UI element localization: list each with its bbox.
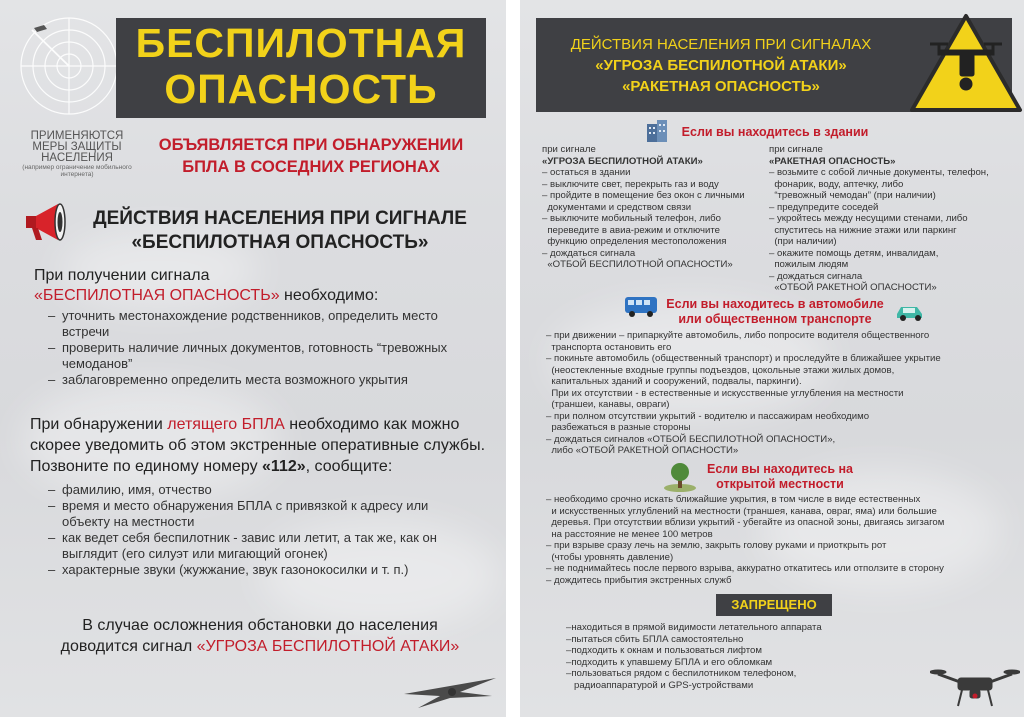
list-item: – заблаговременно определить места возможного укрытия bbox=[48, 372, 468, 388]
list-item: – фамилию, имя, отчество bbox=[48, 482, 478, 498]
drone-warning-icon bbox=[908, 10, 1024, 116]
instruction-line: (траншеи, канавы, овраги) bbox=[546, 399, 670, 410]
drone-icon bbox=[930, 664, 1020, 710]
instruction-line: – возьмите с собой личные документы, телефон, bbox=[769, 167, 989, 178]
instruction-line: – предупредите соседей bbox=[769, 201, 879, 213]
instruction-line: – выключите мобильный телефон, либо bbox=[542, 213, 722, 224]
detection-paragraph: При обнаружении летящего БПЛА необходимо как можно скорее уведомить об этом экстренные оперативные службы. Позвоните по единому номеру «112», сообщите: bbox=[30, 416, 486, 475]
left-poster bbox=[0, 0, 506, 717]
announce-text: ОБЪЯВЛЯЕТСЯ ПРИ ОБНАРУЖЕНИИ БПЛА В СОСЕДНИХ РЕГИОНАХ bbox=[158, 136, 464, 176]
instruction-line: либо «ОТБОЙ РАКЕТНОЙ ОПАСНОСТИ» bbox=[546, 445, 739, 456]
measures-note: (например ограничение мобильного интернета) bbox=[22, 164, 132, 178]
escalation-paragraph: В случае осложнения обстановки до населения доводится сигнал «УГРОЗА БЕСПИЛОТНОЙ АТАКИ» bbox=[60, 617, 460, 655]
instruction-line: транспорта остановить его bbox=[546, 341, 672, 353]
instruction-line: деревья. При отсутствии вблизи укрытий - убегайте из опасной зоны, двигаясь зигзагом bbox=[546, 517, 945, 528]
megaphone-icon bbox=[22, 198, 78, 248]
instruction-line: «ОТБОЙ РАКЕТНОЙ ОПАСНОСТИ» bbox=[769, 282, 937, 293]
tree-icon bbox=[662, 460, 698, 492]
list-item: – характерные звуки (жужжание, звук газонокосилки и т. п.) bbox=[48, 562, 478, 578]
instruction-line: – при движении – припаркуйте автомобиль, либо попросите водителя общественного bbox=[546, 330, 930, 341]
instruction-line: –пытаться сбить БПЛА самостоятельно bbox=[566, 633, 744, 645]
instruction-line: капитальных зданий и сооружений, подвалы, паркинги). bbox=[546, 376, 802, 387]
instruction-line: – дождитесь прибытия экстренных служб bbox=[546, 574, 732, 586]
right-poster bbox=[520, 0, 1024, 717]
building-col2: при сигнале «РАКЕТНАЯ ОПАСНОСТЬ» – возьмите с собой личные документы, телефон, фонарик, воду, аптечку, либо “тревожный чемодан” (при наличии) – предупредите соседей – укройтесь между несущими стенами, либо спуститесь на нижние этажи или паркинг (при наличии) – окажите помощь детям, инвалидам, пожилым людям – дождаться сигнала «ОТБОЙ РАКЕТНОЙ ОПАСНОСТИ» bbox=[769, 144, 1024, 294]
instruction-line: –подходить к окнам и пользоваться лифтом bbox=[566, 645, 762, 656]
instruction-line: –подходить к упавшему БПЛА и его обломкам bbox=[566, 656, 773, 668]
instruction-line: “тревожный чемодан” (при наличии) bbox=[769, 190, 936, 201]
instruction-line: – дождаться сигналов «ОТБОЙ БЕСПИЛОТНОЙ ОПАСНОСТИ», bbox=[546, 433, 836, 445]
instruction-line: фонарик, воду, аптечку, либо bbox=[769, 178, 904, 190]
building-icon bbox=[644, 118, 670, 144]
car-icon bbox=[894, 300, 926, 322]
instruction-line: – пройдите в помещение без окон с личными bbox=[542, 190, 745, 201]
list-item: – как ведет себя беспилотник - завис или летит, а так же, как он выглядит (его силуэт или мигающий огонек) bbox=[48, 530, 478, 562]
instruction-line: спуститесь на нижние этажи или паркинг bbox=[769, 224, 957, 236]
vehicle-section-title: Если вы находитесь в автомобиле или общественном транспорте bbox=[666, 297, 884, 326]
instruction-line: пожилым людям bbox=[769, 259, 849, 270]
instruction-line: разбежаться в разные стороны bbox=[546, 422, 691, 433]
signal-actions-list bbox=[48, 308, 468, 388]
open-area-section-title: Если вы находитесь на открытой местности bbox=[707, 462, 853, 491]
measures-label: ПРИМЕНЯЮТСЯ МЕРЫ ЗАЩИТЫ НАСЕЛЕНИЯ bbox=[30, 130, 124, 164]
signal-paragraph: При получении сигнала «БЕСПИЛОТНАЯ ОПАСНОСТЬ» необходимо: bbox=[34, 267, 379, 304]
instruction-line: – выключите свет, перекрыть газ и воду bbox=[542, 178, 719, 190]
instruction-line: – при взрыве сразу лечь на землю, закрыть голову руками и приоткрыть рот bbox=[546, 540, 887, 551]
drone-icon bbox=[400, 672, 500, 712]
vehicle-instructions bbox=[546, 330, 1016, 457]
list-item: – уточнить местонахождение родственников, определить место встречи bbox=[48, 308, 468, 340]
instruction-line: «ОТБОЙ БЕСПИЛОТНОЙ ОПАСНОСТИ» bbox=[542, 259, 733, 270]
report-list bbox=[48, 482, 478, 578]
forbidden-list bbox=[566, 622, 906, 691]
instruction-line: – при полном отсутствии укрытий - водителю и пассажирам необходимо bbox=[546, 410, 870, 422]
header-text: ДЕЙСТВИЯ НАСЕЛЕНИЯ ПРИ СИГНАЛАХ «УГРОЗА БЕСПИЛОТНОЙ АТАКИ» «РАКЕТНАЯ ОПАСНОСТЬ» bbox=[570, 36, 872, 95]
instruction-line: (чтобы уровнять давление) bbox=[546, 551, 674, 563]
building-section-title: Если вы находитесь в здании bbox=[681, 125, 869, 139]
instruction-line: При их отсутствии - в естественные и искусственные углубления на местности bbox=[546, 387, 904, 399]
instruction-line: переведите в авиа-режим и отключите bbox=[542, 224, 720, 236]
page-title: БЕСПИЛОТНАЯ ОПАСНОСТЬ bbox=[135, 20, 467, 112]
instruction-line: – необходимо срочно искать ближайшие укрытия, в том числе в виде естественных bbox=[546, 494, 921, 505]
instruction-line: на расстояние не менее 100 метров bbox=[546, 528, 713, 540]
list-item: – время и место обнаружения БПЛА с привязкой к адресу или объекту на местности bbox=[48, 498, 478, 530]
building-col1: при сигнале «УГРОЗА БЕСПИЛОТНОЙ АТАКИ» – остаться в здании – выключите свет, перекрыть газ и воду – пройдите в помещение без окон с личными документами и средством связи – выключите мобильный телефон, либо переведите в авиа-режим и отключите функцию определения местоположения – дождаться сигнала «ОТБОЙ БЕСПИЛОТНОЙ ОПАСНОСТИ» bbox=[542, 144, 767, 271]
bus-icon bbox=[624, 294, 658, 318]
instruction-line: и искусственных углублений на местности (траншея, канава, овраг, яма) или большие bbox=[546, 505, 937, 517]
instruction-line: – не поднимайтесь после первого взрыва, аккуратно откатитесь или отползите в сторону bbox=[546, 563, 944, 574]
instruction-line: (при наличии) bbox=[769, 236, 837, 247]
instruction-line: – укройтесь между несущими стенами, либо bbox=[769, 213, 968, 224]
instruction-line: документами и средством связи bbox=[542, 201, 692, 213]
open-area-instructions bbox=[546, 494, 1016, 586]
actions-heading: ДЕЙСТВИЯ НАСЕЛЕНИЯ ПРИ СИГНАЛЕ «БЕСПИЛОТНАЯ ОПАСНОСТЬ» bbox=[93, 208, 467, 253]
instruction-line: – дождаться сигнала bbox=[542, 247, 636, 259]
radar-icon bbox=[14, 8, 124, 118]
instruction-line: – покиньте автомобиль (общественный транспорт) и проследуйте в ближайшее укрытие bbox=[546, 353, 941, 364]
instruction-line: – окажите помощь детям, инвалидам, bbox=[769, 247, 939, 259]
instruction-line: радиоаппаратурой и GPS-устройствами bbox=[566, 679, 754, 691]
instruction-line: – остаться в здании bbox=[542, 167, 631, 178]
instruction-line: (неостекленные входные группы подъездов, цокольные этажи жилых домов, bbox=[546, 364, 895, 376]
instruction-line: –находиться в прямой видимости летательного аппарата bbox=[566, 622, 822, 633]
instruction-line: –пользоваться рядом с беспилотником телефоном, bbox=[566, 668, 797, 679]
instruction-line: – дождаться сигнала bbox=[769, 270, 863, 282]
list-item: – проверить наличие личных документов, готовность “тревожных чемоданов” bbox=[48, 340, 468, 372]
forbidden-heading: ЗАПРЕЩЕНО bbox=[716, 594, 832, 616]
instruction-line: функцию определения местоположения bbox=[542, 236, 727, 247]
